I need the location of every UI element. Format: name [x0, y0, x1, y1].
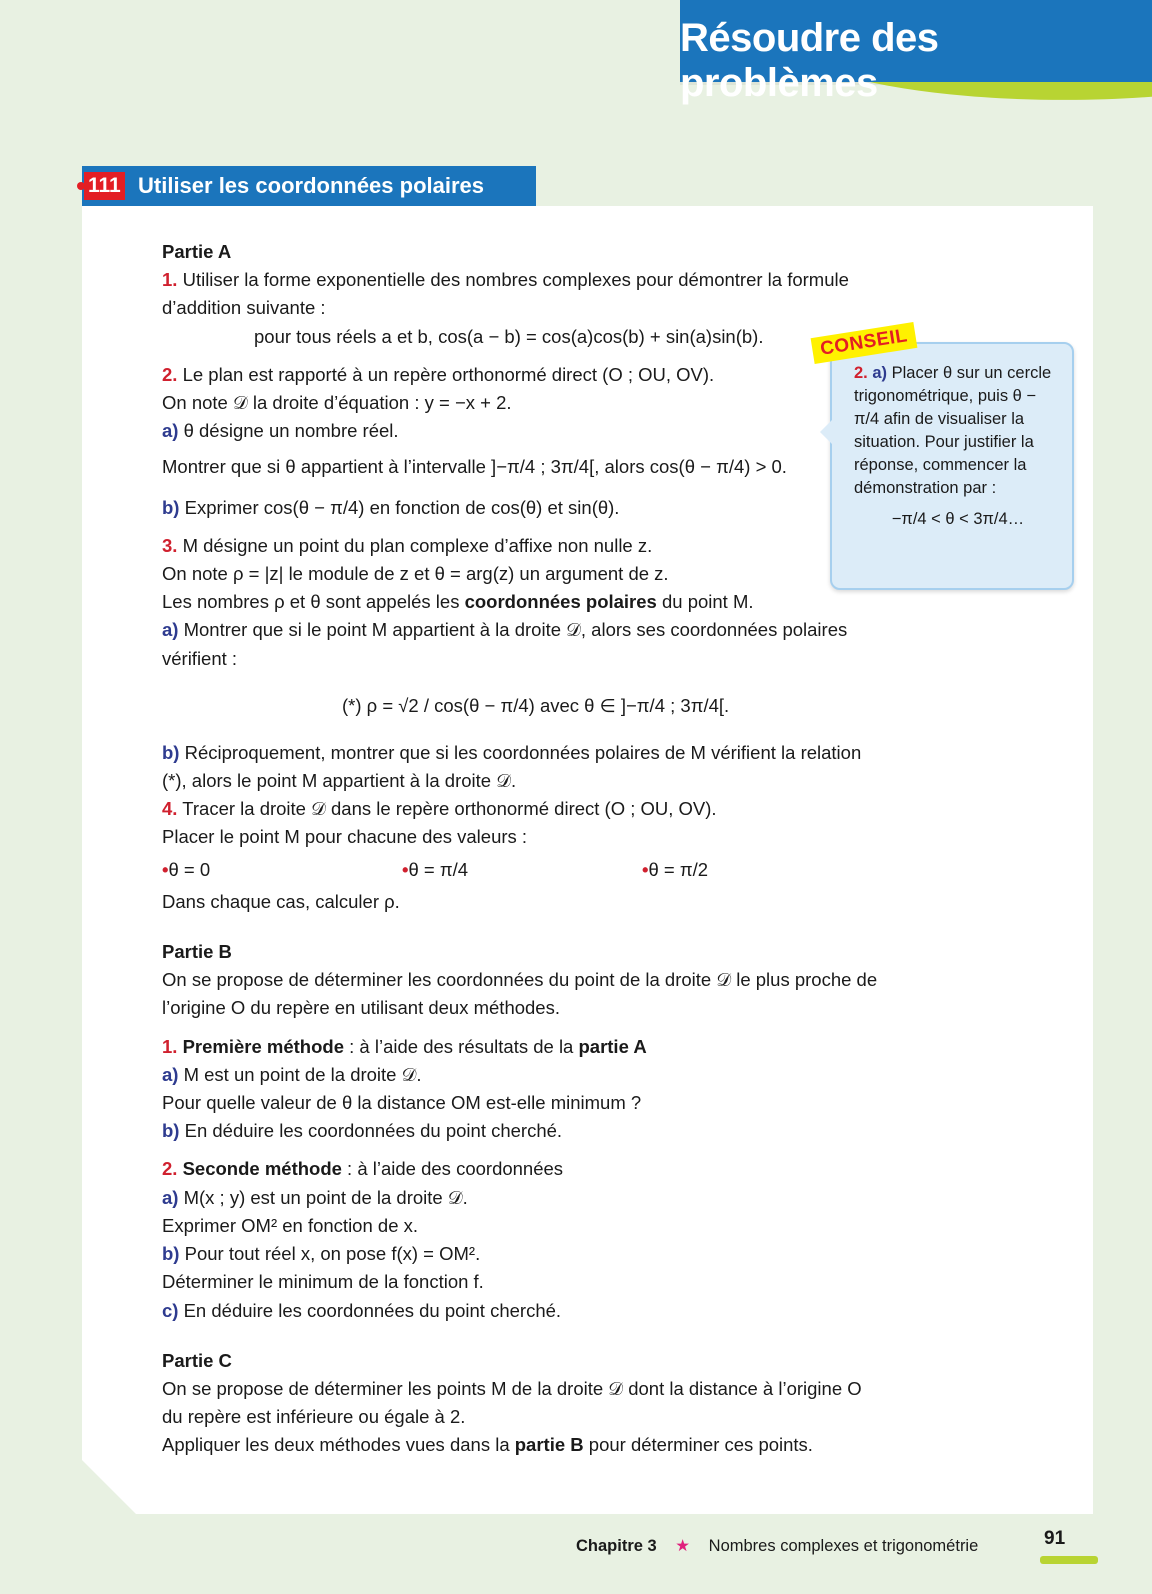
conseil-pointer — [820, 420, 832, 444]
q2-line2: On note 𝒟 la droite d’équation : y = −x + 2. — [162, 392, 512, 414]
m2b-line2: Déterminer le minimum de la fonction f. — [162, 1271, 484, 1293]
bullet-icon: • — [642, 858, 649, 880]
m1a-line2: Pour quelle valeur de θ la distance OM est-elle minimum ? — [162, 1092, 642, 1114]
exercise-number: 111 — [84, 172, 125, 200]
value-theta-0: θ = 0 — [168, 858, 211, 880]
conseil-tag: CONSEIL — [811, 322, 918, 364]
page-number-underline — [1040, 1556, 1098, 1564]
method-1: 1. Première méthode : à l’aide des résultats de la partie A — [162, 1035, 647, 1057]
m1b: b) En déduire les coordonnées du point cherché. — [162, 1120, 563, 1142]
conseil-formula: −π/4 < θ < 3π/4… — [891, 510, 1025, 528]
q2b: b) Exprimer cos(θ − π/4) en fonction de cos(θ) et sin(θ). — [162, 496, 620, 518]
q3: 3. M désigne un point du plan complexe d’affixe non nulle z. — [162, 534, 653, 556]
part-c-line1: On se propose de déterminer les points M de la droite 𝒟 dont la distance à l’origine O du repère est inférieure ou égale à 2. — [162, 1377, 862, 1428]
q3a-formula: (*) ρ = √2 / cos(θ − π/4) avec θ ∈ ]−π/4 ; 3π/4[. — [342, 694, 730, 716]
q4-values — [162, 852, 882, 888]
chapter-title: Nombres complexes et trigonométrie — [708, 1537, 979, 1555]
q2a-line2: Montrer que si θ appartient à l’intervalle ]−π/4 ; 3π/4[, alors cos(θ − π/4) > 0. — [162, 456, 787, 478]
m1a: a) M est un point de la droite 𝒟. — [162, 1063, 422, 1085]
part-c-line2: Appliquer les deux méthodes vues dans la partie B pour déterminer ces points. — [162, 1434, 813, 1456]
banner-swoosh — [870, 66, 1152, 106]
chapter-label: Chapitre 3 — [576, 1537, 657, 1555]
m2a-line2: Exprimer OM² en fonction de x. — [162, 1214, 419, 1236]
bullet-icon: • — [402, 858, 409, 880]
bullet-icon: • — [162, 858, 169, 880]
banner-title: Résoudre des problèmes — [680, 16, 939, 105]
exercise-title: Utiliser les coordonnées polaires — [138, 173, 485, 198]
value-theta-pi2: θ = π/2 — [648, 858, 709, 880]
part-b-intro: On se propose de déterminer les coordonnées du point de la droite 𝒟 le plus proche de l’origine O du repère en utilisant deux méthodes. — [162, 969, 878, 1019]
q3b: b) Réciproquement, montrer que si les coordonnées polaires de M vérifient la relation (*), alors le point M appartient à la droite 𝒟. — [162, 741, 862, 792]
part-a-heading: Partie A — [162, 241, 232, 262]
q4-line2: Placer le point M pour chacune des valeurs : — [162, 826, 528, 848]
m2b: b) Pour tout réel x, on pose f(x) = OM². — [162, 1243, 481, 1265]
value-theta-pi4: θ = π/4 — [408, 858, 469, 880]
page-number: 91 — [1044, 1528, 1066, 1549]
q4: 4. Tracer la droite 𝒟 dans le repère orthonormé direct (O ; OU, OV). — [162, 798, 717, 820]
star-icon: ★ — [675, 1537, 691, 1555]
q4-line3: Dans chaque cas, calculer ρ. — [162, 890, 400, 912]
part-c-heading: Partie C — [162, 1349, 232, 1371]
exercise-header — [82, 166, 536, 206]
part-b-heading: Partie B — [162, 941, 232, 963]
q3a: a) Montrer que si le point M appartient à la droite 𝒟, alors ses coordonnées polaires vérifient : — [162, 619, 848, 669]
q2: 2. Le plan est rapporté à un repère orthonormé direct (O ; OU, OV). — [162, 363, 715, 385]
conseil-text: 2. a) Placer θ sur un cercle trigonométrique, puis θ − π/4 afin de visualiser la situation. Pour justifier la réponse, commencer la démonstration par : −π/4 < θ < 3π/4… — [854, 362, 1062, 531]
q1: 1. Utiliser la forme exponentielle des nombres complexes pour démontrer la formule d’addition suivante : — [162, 269, 849, 319]
exercise-content — [162, 238, 882, 1460]
footer-chapter — [576, 1536, 978, 1556]
conseil-box — [818, 325, 1074, 590]
method-2: 2. Seconde méthode : à l’aide des coordonnées — [162, 1158, 564, 1180]
q2a: a) θ désigne un nombre réel. — [162, 420, 399, 442]
q3-line3: Les nombres ρ et θ sont appelés les coordonnées polaires du point M. — [162, 591, 754, 613]
m2a: a) M(x ; y) est un point de la droite 𝒟. — [162, 1186, 468, 1208]
q1-formula: pour tous réels a et b, cos(a − b) = cos(a)cos(b) + sin(a)sin(b). — [254, 325, 764, 347]
m2c: c) En déduire les coordonnées du point cherché. — [162, 1299, 562, 1321]
q3-line2: On note ρ = |z| le module de z et θ = arg(z) un argument de z. — [162, 563, 669, 585]
